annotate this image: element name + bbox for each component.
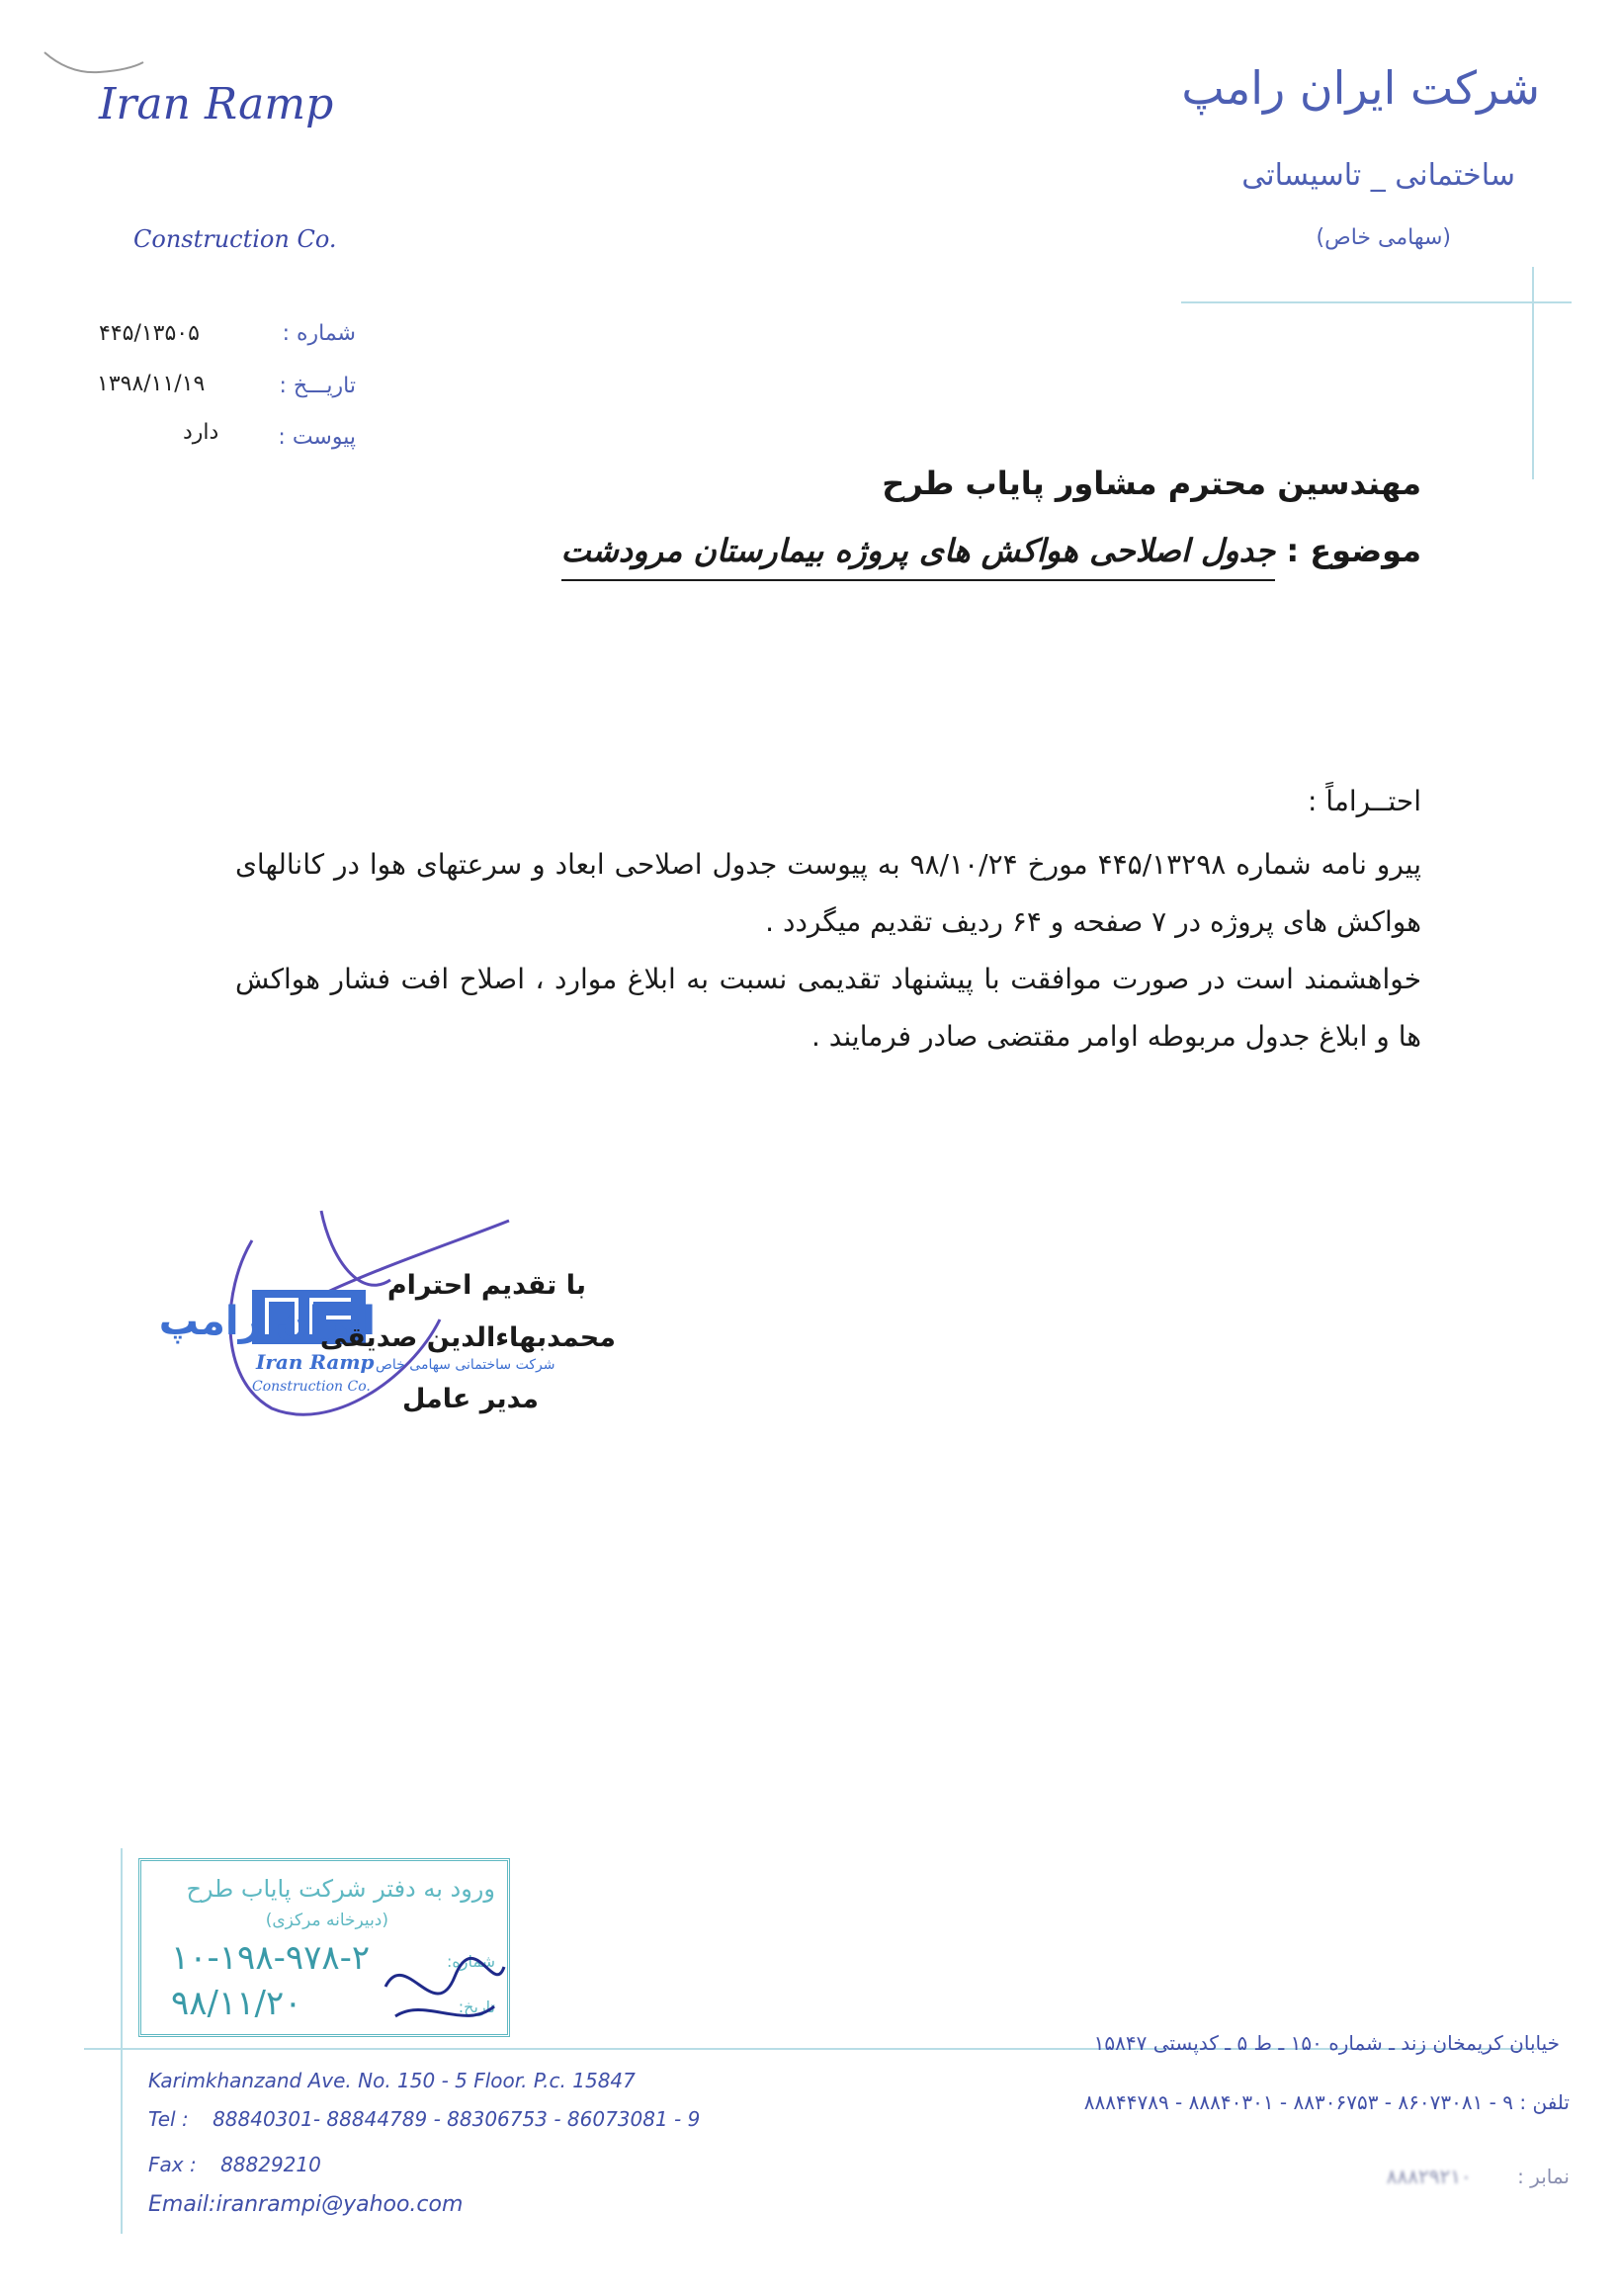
header-rule [1181, 301, 1572, 303]
fax-fa-value: ۸۸۸۲۹۲۱۰ [1386, 2165, 1472, 2188]
letter-date [279, 374, 356, 398]
fax-label: Fax : [148, 2153, 197, 2176]
number-label: شماره : [282, 321, 356, 346]
stamp-number-label: شماره: [446, 1952, 495, 1971]
stamp-subtitle: (دبیرخانه مرکزی) [265, 1911, 388, 1930]
footer-vertical-rule [121, 1848, 123, 2234]
footer-fax-fa [1387, 2165, 1570, 2188]
letter-date-value: ۱۳۹۸/۱۱/۱۹ [97, 372, 206, 396]
letter-number-value: ۴۴۵/۱۳۵۰۵ [99, 321, 200, 346]
stamp-date-value: ۹۸/۱۱/۲۰ [171, 1984, 302, 2023]
fax-value: 88829210 [220, 2153, 321, 2176]
greeting: احتــراماً : [1307, 785, 1421, 817]
seal-caption-text: شرکت ساختمانی سهامی خاص [376, 1357, 555, 1373]
company-name-en: Iran Ramp [99, 79, 334, 129]
addressee: مهندسین محترم مشاور پایاب طرح [882, 465, 1421, 502]
company-subtitle-en: Construction Co. [133, 225, 337, 253]
signer-title: مدیر عامل [401, 1384, 539, 1414]
footer-fax-en [148, 2153, 321, 2176]
seal-en-text: Iran Ramp [256, 1350, 375, 1374]
subject-line [561, 532, 1421, 569]
header-vertical-rule [1532, 267, 1534, 479]
subject-text: جدول اصلاحی هواکش های پروژه بیمارستان مرودشت [561, 532, 1276, 581]
letter-number [283, 321, 356, 346]
footer-tel-en [148, 2107, 700, 2131]
body-paragraph-2: خواهشمند است در صورت موافقت با پیشنهاد تقدیمی نسبت به ابلاغ موارد ، اصلاح افت فشار هواکش ها و ابلاغ جدول مربوطه اوامر مقتضی صادر فرمایند . [235, 963, 1421, 1053]
tel-label: Tel : [148, 2107, 189, 2131]
company-subtitle-fa: ساختمانی _ تاسیساتی [1241, 158, 1515, 193]
stamp-number-value: ۱۰-۱۹۸-۹۷۸-۲ [171, 1938, 371, 1978]
letter-attachment [278, 425, 356, 450]
tel-value: 88840301- 88844789 - 88306753 - 86073081 - 9 [213, 2107, 701, 2131]
letter-attachment-value: دارد [183, 420, 219, 445]
corner-stroke-icon [40, 44, 148, 84]
body-paragraph-1: پیرو نامه شماره ۴۴۵/۱۳۲۹۸ مورخ ۹۸/۱۰/۲۴ به پیوست جدول اصلاحی ابعاد و سرعتهای هوا در کانالهای هواکش های پروژه در ۷ صفحه و ۶۴ ردیف تقدیم میگردد . [235, 848, 1422, 938]
closing-line: با تقدیم احترام [386, 1270, 586, 1301]
stamp-date-label: تاریخ: [458, 1998, 495, 2016]
stamp-signature-icon [366, 1937, 514, 2036]
date-label: تاریـــخ : [279, 374, 356, 398]
seal-en-sub-text: Construction Co. [252, 1379, 371, 1395]
company-name-fa: شرکت ایران رامپ [1181, 61, 1540, 115]
company-type-fa: (سهامی خاص) [1316, 225, 1451, 250]
signer-name: محمدبهاءالدین صدیقی [319, 1322, 616, 1353]
footer-tel-fa: تلفن : ۹ - ۸۶۰۷۳۰۸۱ - ۸۸۳۰۶۷۵۳ - ۸۸۸۴۰۳۰۱ - ۸۸۸۴۴۷۸۹ [1083, 2090, 1570, 2114]
footer-address-en: Karimkhanzand Ave. No. 150 - 5 Floor. P.c. 15847 [148, 2069, 636, 2092]
attachment-label: پیوست : [278, 425, 356, 450]
fax-fa-label: نمابر : [1517, 2165, 1570, 2188]
seal-fa-text: ایران رامپ [158, 1299, 376, 1344]
footer-address-fa: خیابان کریمخان زند ـ شماره ۱۵۰ ـ ط ۵ ـ کدپستی ۱۵۸۴۷ [1093, 2031, 1560, 2055]
footer-email: Email:iranrampi@yahoo.com [148, 2192, 464, 2217]
letter-body [235, 773, 1421, 1065]
subject-label: موضوع : [1286, 532, 1421, 569]
stamp-title: ورود به دفتر شرکت پایاب طرح [186, 1875, 495, 1903]
